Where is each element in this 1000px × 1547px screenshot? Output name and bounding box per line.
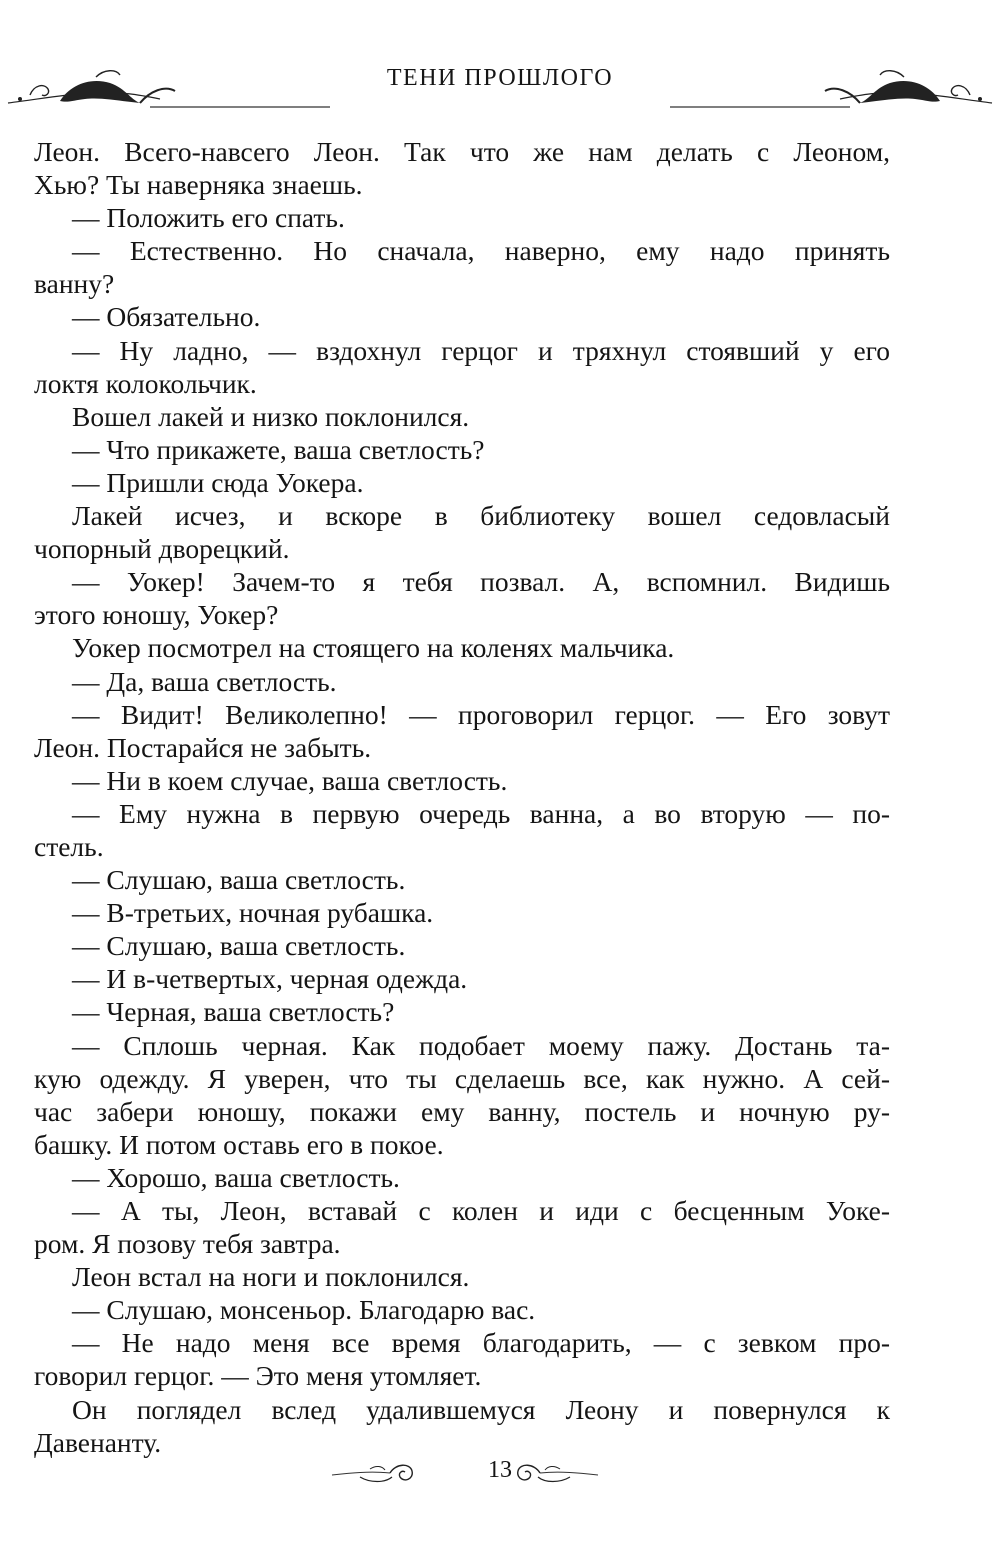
right-flourish-ornament-icon — [670, 55, 1000, 115]
text-line: Он поглядел вслед удалившемуся Леону и повернулся к — [72, 1393, 890, 1425]
page-body-text — [34, 135, 890, 1459]
text-line: — В-третьих, ночная рубашка. — [72, 897, 434, 929]
text-line: — И в-четвертых, черная одежда. — [72, 963, 468, 995]
text-line: стель. — [34, 830, 104, 862]
text-line: — Ни в коем случае, ваша светлость. — [72, 764, 508, 796]
text-line: — Слушаю, ваша светлость. — [72, 864, 406, 896]
text-line: — Да, ваша светлость. — [72, 665, 337, 697]
text-line: Леон. Постарайся не забыть. — [34, 731, 372, 763]
text-line: — Обязательно. — [72, 301, 261, 333]
text-line: — Что прикажете, ваша светлость? — [72, 433, 485, 465]
text-line: — Положить его спать. — [72, 202, 345, 234]
text-line: ром. Я позову тебя завтра. — [34, 1228, 341, 1260]
text-line: Лакей исчез, и вскоре в библиотеку вошел седовласый — [72, 500, 890, 532]
text-line: этого юношу, Уокер? — [34, 599, 279, 631]
running-title: ТЕНИ ПРОШЛОГО — [386, 65, 614, 91]
text-line: кую одежду. Я уверен, что ты сделаешь все, как нужно. А сей- — [34, 1062, 890, 1094]
text-line: локтя колокольчик. — [34, 367, 257, 399]
text-line: Леон встал на ноги и поклонился. — [72, 1261, 470, 1293]
text-line: говорил герцог. — Это меня утомляет. — [34, 1360, 482, 1392]
text-line: — Слушаю, ваша светлость. — [72, 930, 406, 962]
text-line: — Ну ладно, — вздохнул герцог и тряхнул стоявший у его — [72, 334, 890, 366]
text-line: башку. И потом оставь его в покое. — [34, 1128, 444, 1160]
text-line: — Ему нужна в первую очередь ванна, а во вторую — по- — [72, 797, 890, 829]
footer-right-flourish-icon — [500, 1461, 600, 1496]
text-line: — А ты, Леон, вставай с колен и иди с бесценным Уоке- — [72, 1195, 890, 1226]
text-line: — Сплошь черная. Как подобает моему пажу. Достань та- — [72, 1029, 890, 1061]
text-line: — Хорошо, ваша светлость. — [72, 1161, 400, 1193]
text-line: час забери юношу, покажи ему ванну, постель и ночную ру- — [34, 1095, 890, 1127]
text-line: чопорный дворецкий. — [34, 533, 290, 565]
text-line: — Пришли сюда Уокера. — [72, 466, 364, 498]
text-line: — Естественно. Но сначала, наверно, ему надо принять — [72, 235, 890, 267]
text-line: Вошел лакей и низко поклонился. — [72, 400, 470, 432]
text-line: ванну? — [34, 268, 115, 300]
page-number: 13 — [488, 1457, 512, 1483]
text-line: Хью? Ты наверняка знаешь. — [34, 169, 363, 201]
text-line: — Слушаю, монсеньор. Благодарю вас. — [72, 1294, 536, 1326]
text-line: Уокер посмотрел на стоящего на коленях мальчика. — [72, 632, 675, 664]
text-line: — Черная, ваша светлость? — [72, 996, 395, 1028]
text-line: Давенанту. — [34, 1426, 162, 1458]
text-line: — Уокер! Зачем-то я тебя позвал. А, вспомнил. Видишь — [72, 566, 890, 598]
text-line: — Видит! Великолепно! — проговорил герцог. — Его зовут — [72, 698, 890, 730]
text-line: — Не надо меня все время благодарить, — с зевком про- — [72, 1327, 890, 1359]
page-footer — [0, 1455, 1000, 1495]
text-line: Леон. Всего-навсего Леон. Так что же нам делать с Леоном, — [34, 136, 890, 167]
page-header — [0, 55, 1000, 115]
